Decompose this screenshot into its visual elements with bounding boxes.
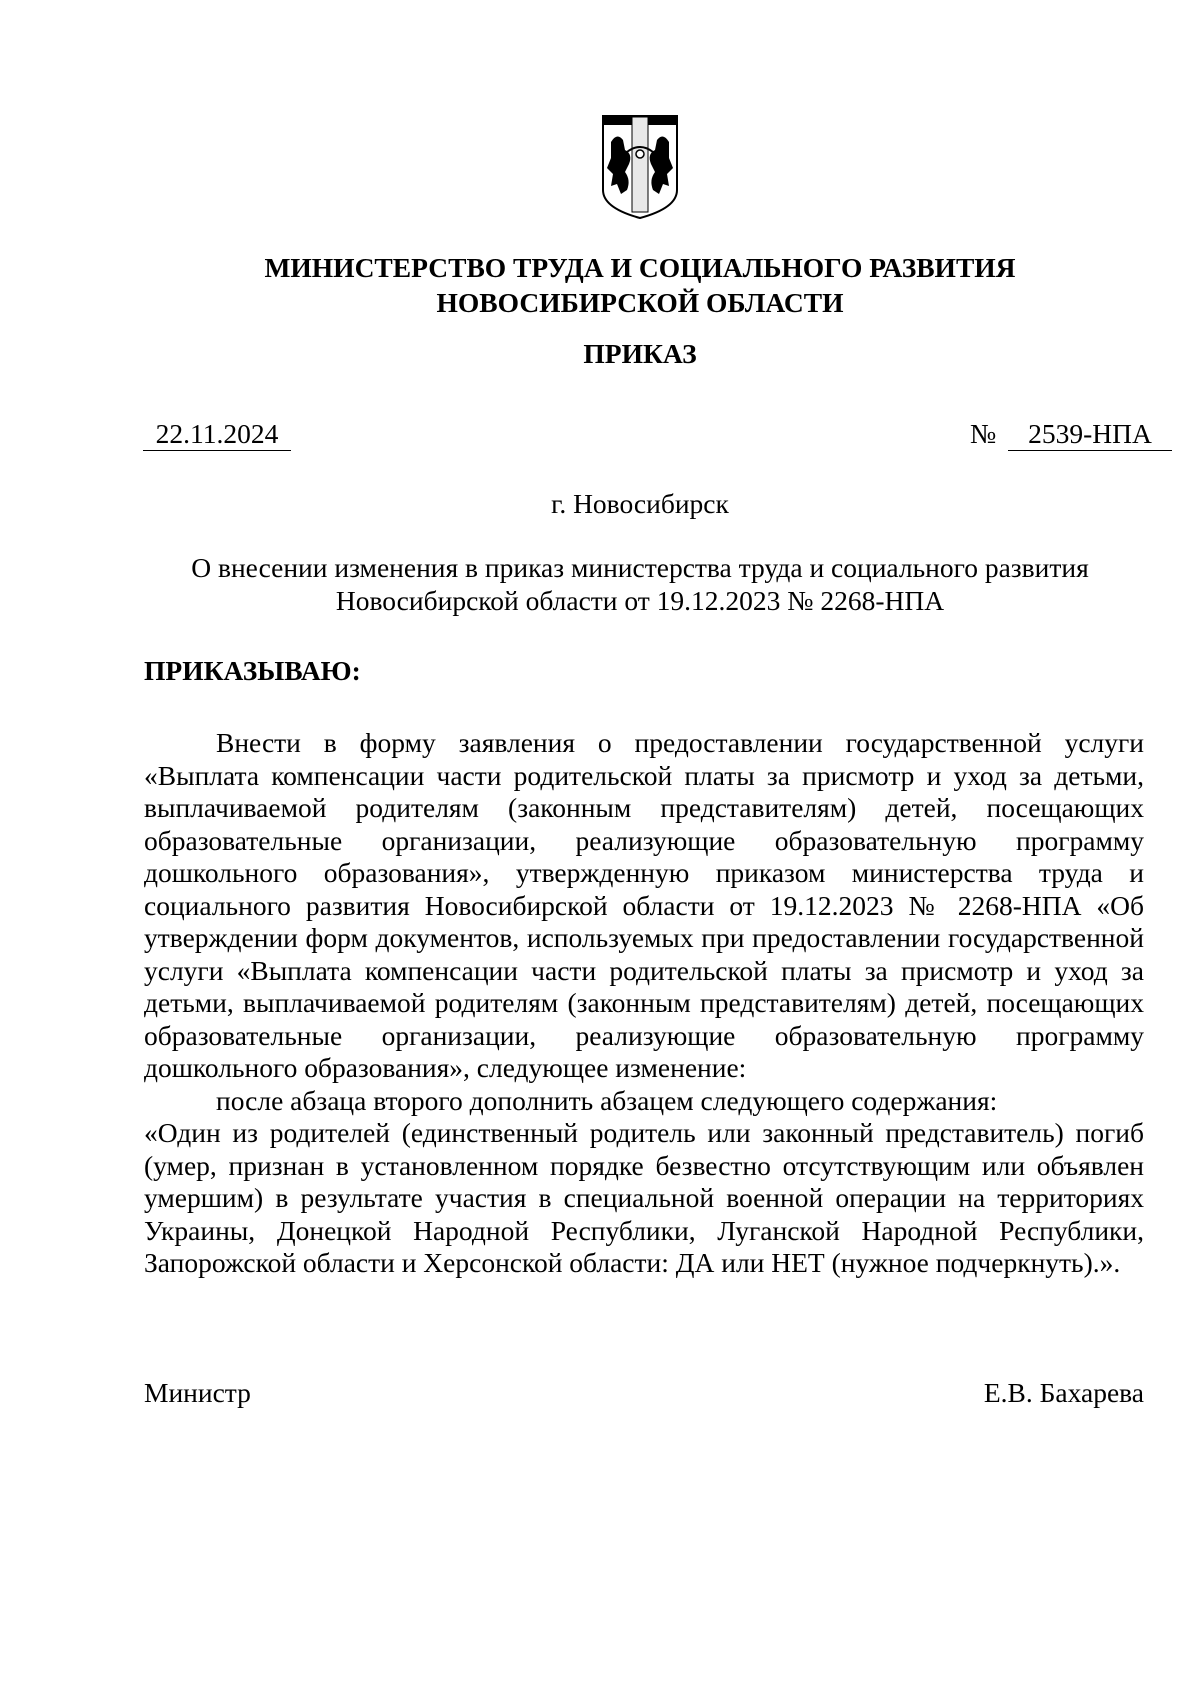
order-directive: ПРИКАЗЫВАЮ: bbox=[144, 655, 361, 686]
ministry-line-1: МИНИСТЕРСТВО ТРУДА И СОЦИАЛЬНОГО РАЗВИТИЯ bbox=[264, 252, 1016, 283]
subject-line-2: Новосибирской области от 19.12.2023 № 2268-НПА bbox=[335, 585, 945, 616]
subject-line-1: О внесении изменения в приказ министерства труда и социального развития bbox=[191, 552, 1089, 583]
ministry-name bbox=[0, 250, 1200, 320]
document-type: ПРИКАЗ bbox=[583, 338, 697, 369]
body-paragraph-3: «Один из родителей (единственный родитель или законный представитель) погиб (умер, признан в установленном порядке безвестно отсутствующим или объявлен умершим) в результате участия в специальной военной операции на территориях Украины, Донецкой Народной Республики, Луганской Народной Республики, Запорожской области и Херсонской области: ДА или НЕТ (нужное подчеркнуть).». bbox=[144, 1117, 1144, 1278]
signer-name: Е.В. Бахарева bbox=[983, 1377, 1144, 1408]
body-paragraph-2: после абзаца второго дополнить абзацем следующего содержания: bbox=[216, 1084, 998, 1116]
signer-title: Министр bbox=[144, 1377, 251, 1408]
order-date: 22.11.2024 bbox=[143, 418, 291, 451]
number-sign: № bbox=[970, 418, 997, 449]
body-paragraph-1: Внести в форму заявления о предоставлении государственной услуги «Выплата компенсации части родительской платы за присмотр и уход за детьми, выплачиваемой родителям (законным представителям) детей, посещающих образовательные организации, реализующие образовательную программу дошкольного образования», утвержденную приказом министерства труда и социального развития Новосибирской области от 19.12.2023 № 2268-НПА «Об утверждении форм документов, используемых при предоставлении государственной услуги «Выплата компенсации части родительской платы за присмотр и уход за детьми, выплачиваемой родителям (законным представителям) детей, посещающих образовательные организации, реализующие образовательную программу дошкольного образования», следующее изменение: bbox=[144, 727, 1144, 1083]
order-subject bbox=[100, 551, 1180, 617]
order-body bbox=[144, 727, 1144, 1280]
city: г. Новосибирск bbox=[551, 488, 729, 519]
order-number: 2539-НПА bbox=[1008, 418, 1172, 451]
coat-of-arms-icon bbox=[599, 112, 681, 220]
ministry-line-2: НОВОСИБИРСКОЙ ОБЛАСТИ bbox=[436, 287, 844, 318]
